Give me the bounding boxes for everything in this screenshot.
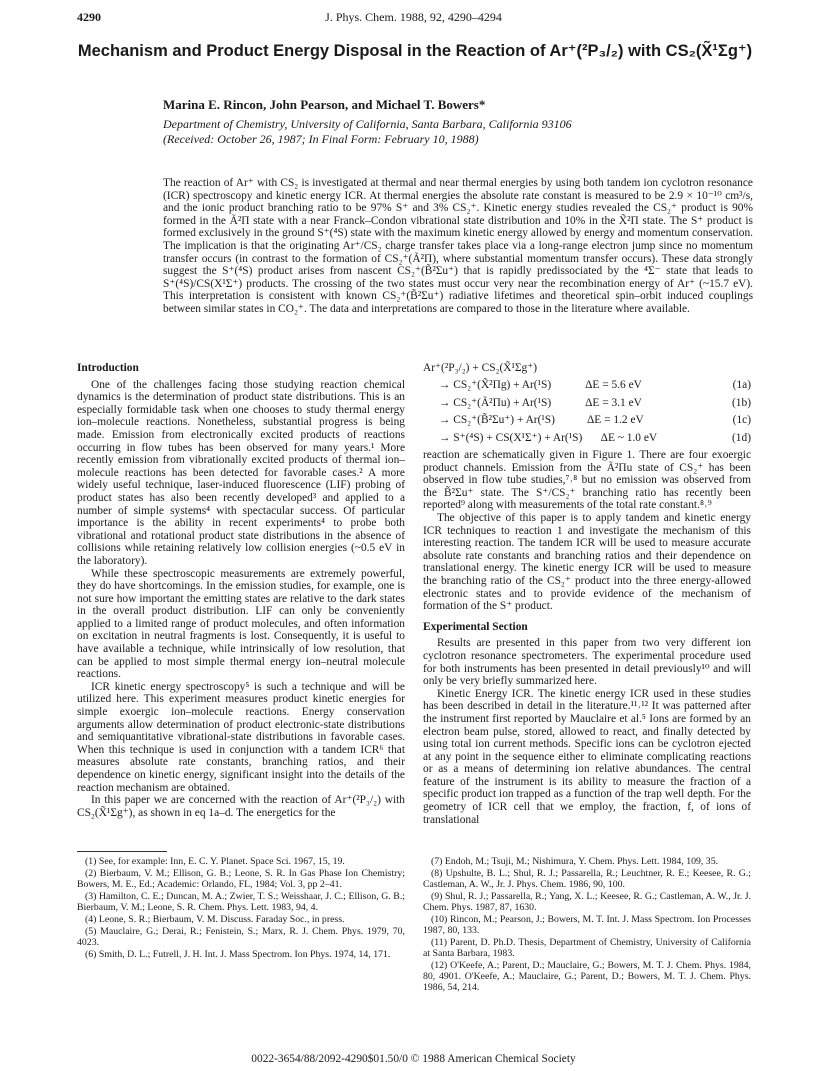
equation-label: (1c) [732,414,751,427]
footnotes-right [423,856,751,994]
equation-label: (1a) [732,379,751,392]
page-number: 4290 [77,10,101,24]
equation-label: (1b) [732,396,751,409]
footnote: (4) Leone, S. R.; Bierbaum, V. M. Discuss. Faraday Soc., in press. [85,914,345,925]
paragraph: reaction are schematically given in Figure 1. There are four exoergic product channels. Emission from the Ã²Πu state of CS₂⁺ has been observed in flow tube studies,⁷˒⁸ but no emission was observed from the B̃²Σu⁺ state. The S⁺/CS₂⁺ branching ratio has recently been reported⁹ along with measurements of the total rate constant.⁸˒⁹ [423,449,751,512]
affiliation: Department of Chemistry, University of California, Santa Barbara, California 93106 [163,117,572,131]
equation-energy: ΔE = 1.2 eV [586,414,644,427]
footnote-divider [77,851,167,852]
footnote: (10) Rincon, M.; Pearson, J.; Bowers, M. T. Int. J. Mass Spectrom. Ion Processes 1987, 80, 133. [423,914,751,936]
equation-label: (1d) [732,431,751,444]
equation-reactants: Ar⁺(²P₃/₂) + CS₂(X̃¹Σg⁺) [423,362,538,374]
equation-row [423,397,751,410]
footnote: (5) Mauclaire, G.; Derai, R.; Fenistein, S.; Marx, R. J. Chem. Phys. 1979, 70, 4023. [77,926,405,948]
equation-row [423,414,751,427]
footnote: (3) Hamilton, C. E.; Duncan, M. A.; Zwier, T. S.; Weisshaar, J. C.; Ellison, G. B.; Bierbaum, V. M.; Leone, S. R. Chem. Phys. Lett. 1983, 94, 4. [77,891,405,913]
abstract: The reaction of Ar⁺ with CS₂ is investigated at thermal and near thermal energies by using both tandem ion cyclotron resonance (ICR) spectroscopy and kinetic energy ICR. At thermal energies the absolute rate constant is measured to be 2.9 × 10⁻¹⁰ cm³/s, and the ionic product branching ratio to be 97% S⁺ and 3% CS₂⁺. Kinetic energy studies revealed the CS₂⁺ product is 90% formed in the Ã²Π state with a near Franck–Condon vibrational state distribution and 10% in the X̃²Π state. The S⁺ product is formed exclusively in the ground S⁺(⁴S) state with the maximum kinetic energy allowed by energy and momentum conservation. The implication is that the originating Ar⁺/CS₂ charge transfer takes place via a long-range electron jump since no momentum transfer occurs (in contrast to the formation of CS₂⁺(Ã²Π), where substantial momentum transfer occurs). These data strongly suggest the S⁺(⁴S) product arises from nascent CS₂⁺(B̃²Σu⁺) that is rapidly predissociated by the ⁴Σ⁻ state that leads to S⁺(⁴S)/CS(X¹Σ⁺) products. The crossing of the two states must occur very near the recombination energy of Ar⁺ (~15.7 eV). This interpretation is consistent with known CS₂⁺(B̃²Σu⁺) radiative lifetimes and theoretical spin–orbit induced couplings between similar states in CO₂⁺. The data and interpretations are compared to those in the literature where available. [163,177,753,315]
footnote: (2) Bierbaum, V. M.; Ellison, G. B.; Leone, S. R. In Gas Phase Ion Chemistry; Bowers, M. E., Ed.; Academic: Orlando, FL, 1984; Vol. 3, pp 2–41. [77,868,405,890]
paragraph: Kinetic Energy ICR. The kinetic energy ICR used in these studies has been described in detail in the literature.¹¹˒¹² It was patterned after the instrument first reported by Mauclaire et al.⁵ Ions are formed by an electron beam pulse, stored, allowed to react, and finally detected by using total ion current methods. Specific ions can be cyclotron ejected at any point in the sequence either to eliminate complicating reactions or as a means of determining ion relative abundances. The central feature of the instrument is its ability to measure the fraction of a specific product ion trapped as a function of the trap well depth. For the geometry of ICR cell that we employ, the fraction, f, of ions of translational [423,687,751,826]
paper-title: Mechanism and Product Energy Disposal in the Reaction of Ar⁺(²P₃/₂) with CS₂(X̃¹Σg⁺) [77,42,753,60]
equation-row [423,432,751,445]
paragraph: ICR kinetic energy spectroscopy⁵ is such a technique and will be utilized here. This experiment measures product kinetic energies for simple exoergic ion–molecule reactions. Energy conservation arguments allow determination of product electronic-state distributions and semiquantitative vibrational-state distributions in favorable cases. When this technique is used in conjunction with a tandem ICR⁶ that measures absolute rate constants, branching ratios, and their dependence on kinetic energy, significant insight into the details of the reaction mechanism are obtained. [77,680,405,794]
copyright-footer: 0022-3654/88/2092-4290$01.50/0 © 1988 American Chemical Society [251,1053,576,1065]
equation-expression: → CS₂⁺(X̃²Πg) + Ar(¹S) [439,379,552,392]
paragraph: In this paper we are concerned with the reaction of Ar⁺(²P₃/₂) with CS₂(X̃¹Σg⁺), as shown in eq 1a–d. The energetics for the [77,794,405,819]
affiliation-block [163,117,723,147]
footnote: (8) Upshulte, B. L.; Shul, R. J.; Passarella, R.; Leuchtner, R. E.; Keesee, R. G.; Castleman, A. W., Jr. J. Phys. Chem. 1986, 90, 100. [423,868,751,890]
footnote: (6) Smith, D. L.; Futrell, J. H. Int. J. Mass Spectrom. Ion Phys. 1974, 14, 171. [85,949,391,960]
paragraph: While these spectroscopic measurements are extremely powerful, they do have shortcomings. In the emission studies, for example, one is not sure how important the emitting states are relative to the dark states in the overall product distribution. LIF can only be conveniently applied to a limited range of product molecules, and often information on excitation in neutral fragments is lost. Consequently, it is useful to have available a technique, while intrinsically of low resolution, that can be applied to most simple thermal energy ion–neutral molecule reactions. [77,567,405,681]
equation-expression: → CS₂⁺(B̃²Σu⁺) + Ar(¹S) [439,414,555,427]
section-heading-introduction: Introduction [77,362,139,374]
right-column [423,362,751,826]
left-column [77,362,405,819]
paragraph: The objective of this paper is to apply tandem and kinetic energy ICR techniques to reaction 1 and investigate the mechanism of this interesting reaction. The tandem ICR will be used to measure accurate absolute rate constants and branching ratios and their dependence on translational energy. The kinetic energy ICR will be used to measure the branching ratio of the CS₂⁺ product into the three energy-allowed electronic states and to provide evidence of the mechanism of formation of the S⁺ product. [423,512,751,613]
equation-energy: ΔE = 3.1 eV [585,396,642,409]
footnotes-left [77,856,405,961]
footnote: (1) See, for example: Inn, E. C. Y. Planet. Space Sci. 1967, 15, 19. [85,856,345,867]
footnote: (7) Endoh, M.; Tsuji, M.; Nishimura, Y. Chem. Phys. Lett. 1984, 109, 35. [431,856,719,867]
footnote: (12) O'Keefe, A.; Parent, D.; Mauclaire, G.; Bowers, M. T. J. Chem. Phys. 1984, 80, 4901. O'Keefe, A.; Mauclaire, G.; Parent, D.; Bowers, M. T. J. Chem. Phys. 1986, 54, 214. [423,960,751,993]
author-list: Marina E. Rincon, John Pearson, and Michael T. Bowers* [163,97,486,112]
section-heading-experimental: Experimental Section [423,620,528,633]
equation-expression: → CS₂⁺(Ã²Πu) + Ar(¹S) [439,396,552,409]
equation-row [423,379,751,392]
received-dates: (Received: October 26, 1987; In Final Form: February 10, 1988) [163,132,479,146]
footnote: (11) Parent, D. Ph.D. Thesis, Department of Chemistry, University of California at Santa Barbara, 1983. [423,937,751,959]
paragraph: One of the challenges facing those studying reaction chemical dynamics is the determination of product state distributions. This is an especially formidable task when one chooses to study thermal energy ion–molecule reactions. Nonetheless, substantial progress is being made. Emission from electronically excited products of reactions occurring in flow tubes has been observed for many years.¹ More recently emission from vibrationally excited products of thermal ion–molecule reactions has been detected for favorable cases.² A more widely useful technique, laser-induced fluorescence (LIF) probing of product states has also been recently developed³ and applied to a number of simple systems⁴ with spectacular success. Of particular importance is the ability in recent experiments⁴ to probe both vibrational and rotational product state distributions in the absence of collisions while retaining relatively low collision energies (~0.5 eV in the laboratory). [77,378,405,567]
equation-energy: ΔE = 5.6 eV [585,379,642,392]
equation-expression: → S⁺(⁴S) + CS(X¹Σ⁺) + Ar(¹S) [439,431,583,444]
footnote: (9) Shul, R. J.; Passarella, R.; Yang, X. L.; Keesee, R. G.; Castleman, A. W., Jr. J. Chem. Phys. 1987, 87, 1630. [423,891,751,913]
paragraph: Results are presented in this paper from two very different ion cyclotron resonance spectrometers. The experimental procedure used for both instruments has been presented in detail previously¹⁰ and will only be very briefly summarized here. [423,637,751,688]
equation-block [423,362,751,445]
equation-energy: ΔE ~ 1.0 eV [600,431,658,444]
journal-citation: J. Phys. Chem. 1988, 92, 4290–4294 [325,10,502,24]
